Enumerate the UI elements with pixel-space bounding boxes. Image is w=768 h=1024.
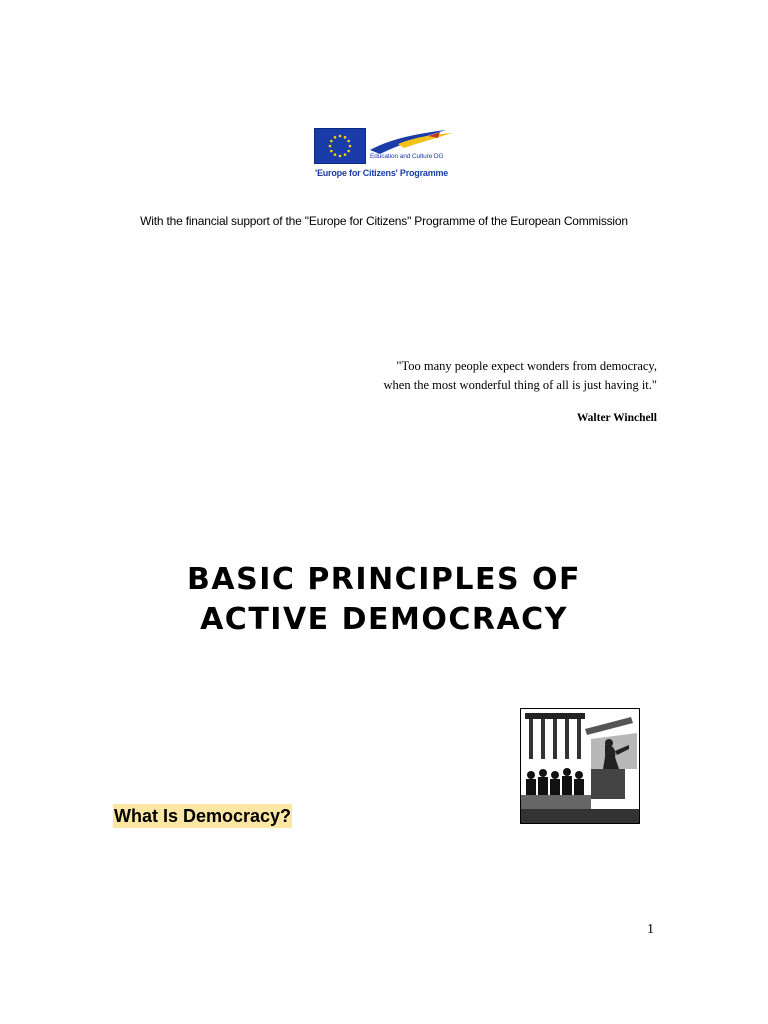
section-heading: What Is Democracy? <box>114 806 292 826</box>
logo-programme-label: 'Europe for Citizens' Programme <box>315 168 449 178</box>
document-title <box>0 560 768 640</box>
page-number: 1 <box>647 922 654 937</box>
eu-star <box>347 150 350 153</box>
eu-star <box>339 155 342 158</box>
eu-star <box>349 145 352 148</box>
ancient-athens-illustration <box>520 708 640 824</box>
eu-programme-logo <box>314 128 458 182</box>
eu-star <box>344 136 347 139</box>
financial-support-line: With the financial support of the "Europe for Citizens" Programme of the European Commission <box>140 214 628 228</box>
eu-star <box>344 153 347 156</box>
quote-line-2: when the most wonderful thing of all is just having it." <box>383 378 657 392</box>
quote <box>237 357 657 395</box>
quote-author: Walter Winchell <box>576 412 657 424</box>
quote-line-1: "Too many people expect wonders from democracy, <box>396 359 657 373</box>
eu-flag-icon <box>314 128 366 164</box>
eu-star <box>330 150 333 153</box>
title-line-2: ACTIVE DEMOCRACY <box>200 602 568 637</box>
eu-star <box>330 140 333 143</box>
eu-star <box>339 135 342 138</box>
eu-star <box>334 136 337 139</box>
eu-star <box>329 145 332 148</box>
logo-dg-label: Education and Culture DG <box>370 153 444 160</box>
title-line-1: BASIC PRINCIPLES OF <box>187 562 581 597</box>
eu-star <box>334 153 337 156</box>
eu-star <box>347 140 350 143</box>
